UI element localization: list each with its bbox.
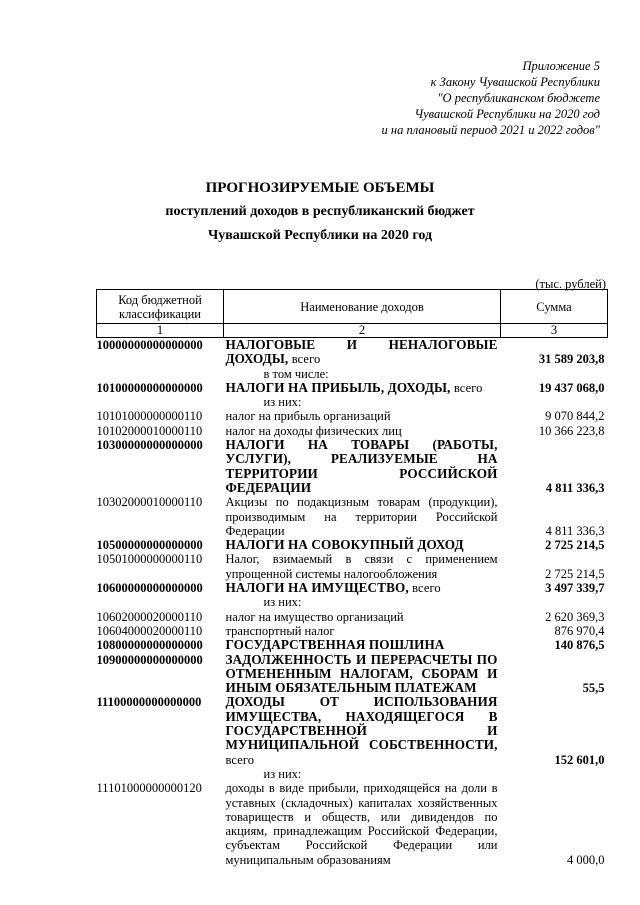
table-row <box>97 552 608 581</box>
row-name <box>224 367 501 381</box>
row-amount <box>501 367 608 381</box>
row-amount: 55,5 <box>582 681 605 696</box>
row-name-text: Налог, взимаемый в связи с применением упрощенной системы налогообложения <box>225 552 498 581</box>
row-amount <box>501 395 608 409</box>
row-name-text: из них: <box>263 395 302 410</box>
table-row <box>97 381 608 395</box>
row-name-suffix: всего <box>225 752 255 767</box>
row-name <box>224 624 501 638</box>
title-line-3: Чувашской Республики на 2020 год <box>207 228 433 243</box>
annex-line-5: и на плановый период 2021 и 2022 годов" <box>381 123 600 137</box>
row-code <box>97 367 224 381</box>
table-row <box>97 624 608 638</box>
row-name-text: НАЛОГИ НА ТОВАРЫ (РАБОТЫ, УСЛУГИ), РЕАЛИЗУЕМЫЕ НА ТЕРРИТОРИИ РОССИЙСКОЙ ФЕДЕРАЦИИ <box>225 437 498 495</box>
row-name-text: налог на имущество организаций <box>225 609 404 624</box>
row-name <box>224 438 501 495</box>
row-amount <box>501 767 608 781</box>
row-code: 10100000000000000 <box>96 380 203 395</box>
row-name-text: ДОХОДЫ ОТ ИСПОЛЬЗОВАНИЯ ИМУЩЕСТВА, НАХОДЯЩЕГОСЯ В ГОСУДАРСТВЕННОЙ И МУНИЦИПАЛЬНОЙ СОБСТВЕННОСТИ, <box>225 694 498 753</box>
title-line-2: поступлений доходов в республиканский бюджет <box>165 204 475 219</box>
row-name <box>224 409 501 423</box>
table-row <box>97 538 608 552</box>
row-name-text: в том числе: <box>263 366 329 381</box>
table-row <box>97 581 608 595</box>
row-name-text: НАЛОГИ НА ИМУЩЕСТВО, <box>225 580 409 596</box>
table-row <box>97 653 608 696</box>
title-line-1: ПРОГНОЗИРУЕМЫЕ ОБЪЕМЫ <box>205 180 435 196</box>
annex-line-2: к Закону Чувашской Республики <box>430 75 600 89</box>
column-number: 2 <box>224 324 501 338</box>
row-amount: 2 725 214,5 <box>545 566 605 581</box>
row-amount: 876 970,4 <box>554 623 605 638</box>
table-row <box>97 338 608 367</box>
column-number: 1 <box>97 324 224 338</box>
row-name-text: НАЛОГОВЫЕ И НЕНАЛОГОВЫЕ ДОХОДЫ, <box>225 337 498 367</box>
column-number: 3 <box>501 324 608 338</box>
row-name <box>224 767 501 781</box>
row-amount: 9 070 844,2 <box>545 409 605 424</box>
row-name-text: НАЛОГИ НА ПРИБЫЛЬ, ДОХОДЫ, <box>225 379 451 395</box>
row-name-text: налог на доходы физических лиц <box>225 423 402 438</box>
row-amount: 4 811 336,3 <box>545 523 605 538</box>
annex-line-3: "О республиканском бюджете <box>437 91 600 105</box>
row-code: 10101000000000110 <box>96 409 203 424</box>
table-row <box>97 409 608 423</box>
row-amount: 3 497 339,7 <box>545 581 605 596</box>
row-name-suffix: всего <box>453 380 483 395</box>
table-row <box>97 367 608 381</box>
row-name-text: ЗАДОЛЖЕННОСТЬ И ПЕРЕРАСЧЕТЫ ПО ОТМЕНЕННЫМ НАЛОГАМ, СБОРАМ И ИНЫМ ОБЯЗАТЕЛЬНЫМ ПЛАТЕЖАМ <box>225 651 498 696</box>
row-code: 10302000010000110 <box>96 495 203 510</box>
row-name <box>224 495 501 538</box>
row-name <box>224 424 501 438</box>
row-amount: 152 601,0 <box>554 752 605 767</box>
row-name <box>224 610 501 624</box>
row-name <box>224 552 501 581</box>
row-amount: 2 620 369,3 <box>545 609 605 624</box>
header-code: Код бюджетной классификации <box>97 290 224 324</box>
row-name-text: доходы в виде прибыли, приходящейся на доли в уставных (складочных) капиталах хозяйственных товариществ и обществ, или дивидендов по акциям, принадлежащим Российской Федерации, субъектам Российской Федерации или муниципальным образованиям <box>225 781 498 867</box>
row-code: 10300000000000000 <box>96 438 203 453</box>
table-row <box>97 695 608 766</box>
row-code: 10604000020000110 <box>96 623 203 638</box>
document-title <box>0 176 640 248</box>
table-row <box>97 495 608 538</box>
row-name <box>224 581 501 595</box>
revenue-table <box>96 289 608 867</box>
row-amount: 140 876,5 <box>554 638 605 653</box>
row-code: 10800000000000000 <box>96 638 203 653</box>
row-name <box>224 595 501 609</box>
row-amount <box>501 595 608 609</box>
table-row <box>97 595 608 609</box>
row-name <box>224 781 501 867</box>
table-row <box>97 767 608 781</box>
table-header-row <box>97 290 608 324</box>
row-name-text: транспортный налог <box>225 623 335 638</box>
row-code: 10000000000000000 <box>96 338 203 352</box>
row-amount: 2 725 214,5 <box>545 538 605 553</box>
annex-line-4: Чувашской Республики на 2020 год <box>414 107 600 121</box>
row-name-text: из них: <box>263 595 302 610</box>
row-code: 10900000000000000 <box>96 652 203 667</box>
row-name-text: ГОСУДАРСТВЕННАЯ ПОШЛИНА <box>225 637 445 653</box>
row-code: 10600000000000000 <box>96 581 203 596</box>
table-row <box>97 610 608 624</box>
table-row <box>97 638 608 652</box>
table-row <box>97 781 608 867</box>
row-name-suffix: всего <box>291 352 321 367</box>
row-name-text: из них: <box>263 766 302 781</box>
row-amount: 4 811 336,3 <box>545 480 605 495</box>
row-name <box>224 538 501 552</box>
row-code: 10102000010000110 <box>96 423 203 438</box>
table-row <box>97 438 608 495</box>
header-amount: Сумма <box>501 290 608 324</box>
row-name <box>224 638 501 652</box>
row-code <box>97 595 224 609</box>
row-name-suffix: всего <box>412 581 441 596</box>
row-code: 11100000000000000 <box>96 695 202 710</box>
annex-header <box>382 58 600 138</box>
row-code: 10500000000000000 <box>96 538 203 553</box>
row-code <box>97 395 224 409</box>
row-name <box>224 695 501 766</box>
row-name <box>224 338 501 367</box>
row-name <box>224 381 501 395</box>
row-name <box>224 653 501 696</box>
row-name-text: НАЛОГИ НА СОВОКУПНЫЙ ДОХОД <box>225 537 464 553</box>
row-code <box>97 767 224 781</box>
row-name <box>224 395 501 409</box>
table-body <box>97 338 608 867</box>
annex-line-1: Приложение 5 <box>522 59 600 73</box>
units-label: (тыс. рублей) <box>535 277 606 291</box>
column-number-row <box>97 324 608 338</box>
row-code: 11101000000000120 <box>96 781 202 796</box>
table-row <box>97 424 608 438</box>
row-amount: 19 437 068,0 <box>538 380 605 395</box>
row-code: 10501000000000110 <box>96 552 203 567</box>
row-code: 10602000020000110 <box>96 609 203 624</box>
row-amount: 10 366 223,8 <box>538 423 605 438</box>
header-name: Наименование доходов <box>224 290 501 324</box>
row-amount: 4 000,0 <box>567 852 605 867</box>
row-name-text: Акцизы по подакцизным товарам (продукции), производимым на территории Российской Федерации <box>225 495 498 538</box>
row-name-text: налог на прибыль организаций <box>225 409 391 424</box>
table-row <box>97 395 608 409</box>
row-amount: 31 589 203,8 <box>538 352 605 367</box>
